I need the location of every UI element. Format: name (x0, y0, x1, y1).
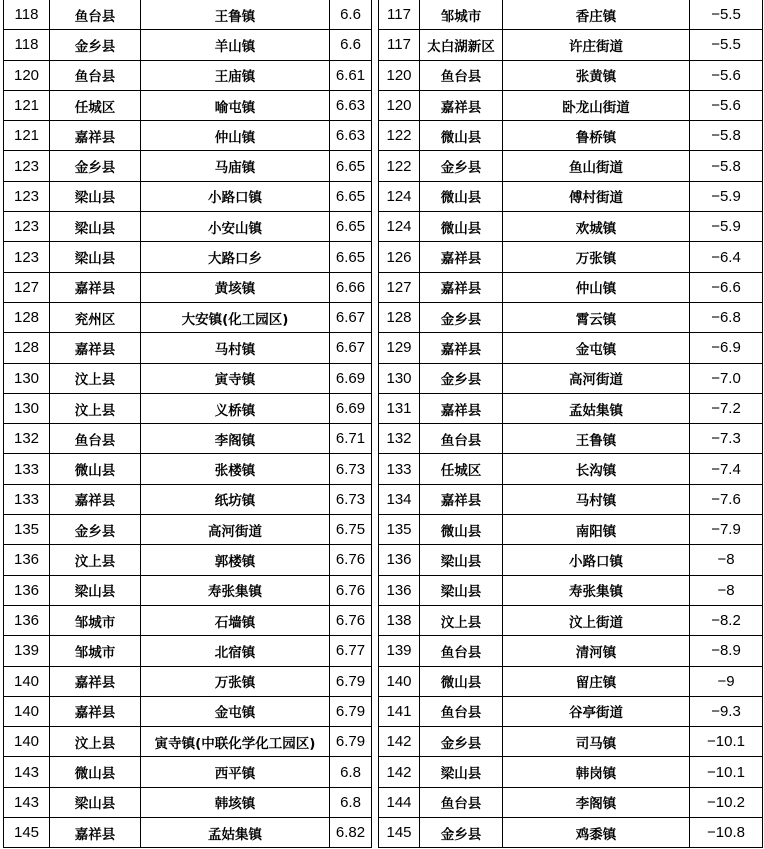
county-cell: 嘉祥县 (420, 242, 503, 272)
table-row (4, 454, 372, 484)
value-cell: −8.2 (690, 605, 763, 635)
town-cell: 香庄镇 (503, 0, 690, 30)
rank-cell: 120 (379, 60, 420, 90)
value-cell: −7.3 (690, 424, 763, 454)
town-cell: 南阳镇 (503, 515, 690, 545)
town-cell: 万张镇 (141, 666, 330, 696)
town-cell: 马庙镇 (141, 151, 330, 181)
town-cell: 长沟镇 (503, 454, 690, 484)
value-cell: 6.63 (330, 90, 372, 120)
rank-cell: 121 (4, 121, 50, 151)
table-row (4, 757, 372, 787)
rank-cell: 117 (379, 30, 420, 60)
county-cell: 微山县 (420, 212, 503, 242)
value-cell: 6.61 (330, 60, 372, 90)
table-row (379, 333, 763, 363)
county-cell: 嘉祥县 (420, 393, 503, 423)
table-row (379, 302, 763, 332)
town-cell: 傅村街道 (503, 181, 690, 211)
town-cell: 王鲁镇 (503, 424, 690, 454)
value-cell: 6.65 (330, 212, 372, 242)
town-cell: 羊山镇 (141, 30, 330, 60)
county-cell: 微山县 (420, 181, 503, 211)
rank-cell: 131 (379, 393, 420, 423)
rank-cell: 117 (379, 0, 420, 30)
rank-cell: 124 (379, 212, 420, 242)
town-cell: 张楼镇 (141, 454, 330, 484)
table-row (379, 212, 763, 242)
value-cell: 6.79 (330, 696, 372, 726)
county-cell: 汶上县 (50, 363, 141, 393)
rank-cell: 136 (4, 605, 50, 635)
rank-cell: 120 (4, 60, 50, 90)
rank-cell: 140 (4, 727, 50, 757)
rank-cell: 134 (379, 484, 420, 514)
rank-cell: 118 (4, 0, 50, 30)
table-row (379, 454, 763, 484)
town-cell: 鸡黍镇 (503, 818, 690, 848)
table-row (4, 272, 372, 302)
table-row (379, 90, 763, 120)
table-row (379, 575, 763, 605)
value-cell: 6.66 (330, 272, 372, 302)
table-row (379, 0, 763, 30)
town-cell: 大路口乡 (141, 242, 330, 272)
value-cell: 6.67 (330, 333, 372, 363)
town-cell: 鲁桥镇 (503, 121, 690, 151)
county-cell: 任城区 (50, 90, 141, 120)
table-row (4, 666, 372, 696)
value-cell: −5.5 (690, 30, 763, 60)
town-cell: 仲山镇 (503, 272, 690, 302)
value-cell: 6.6 (330, 30, 372, 60)
right-ranking-table (378, 0, 763, 848)
value-cell: −5.8 (690, 121, 763, 151)
county-cell: 鱼台县 (50, 424, 141, 454)
table-row (4, 90, 372, 120)
county-cell: 梁山县 (420, 575, 503, 605)
value-cell: −10.8 (690, 818, 763, 848)
table-row (379, 818, 763, 848)
county-cell: 鱼台县 (420, 636, 503, 666)
town-cell: 寿张集镇 (503, 575, 690, 605)
town-cell: 霄云镇 (503, 302, 690, 332)
rank-cell: 123 (4, 212, 50, 242)
value-cell: 6.75 (330, 515, 372, 545)
value-cell: −7.0 (690, 363, 763, 393)
rank-cell: 133 (4, 454, 50, 484)
town-cell: 黄垓镇 (141, 272, 330, 302)
value-cell: 6.76 (330, 575, 372, 605)
rank-cell: 139 (379, 636, 420, 666)
county-cell: 金乡县 (50, 30, 141, 60)
town-cell: 小安山镇 (141, 212, 330, 242)
county-cell: 嘉祥县 (50, 333, 141, 363)
town-cell: 小路口镇 (141, 181, 330, 211)
county-cell: 梁山县 (420, 545, 503, 575)
value-cell: 6.65 (330, 151, 372, 181)
table-row (4, 0, 372, 30)
rank-cell: 124 (379, 181, 420, 211)
town-cell: 孟姑集镇 (503, 393, 690, 423)
county-cell: 任城区 (420, 454, 503, 484)
rank-cell: 140 (4, 666, 50, 696)
value-cell: −7.6 (690, 484, 763, 514)
value-cell: 6.8 (330, 787, 372, 817)
rank-cell: 133 (379, 454, 420, 484)
value-cell: −5.6 (690, 60, 763, 90)
town-cell: 纸坊镇 (141, 484, 330, 514)
county-cell: 嘉祥县 (50, 121, 141, 151)
county-cell: 嘉祥县 (50, 696, 141, 726)
town-cell: 李阁镇 (503, 787, 690, 817)
town-cell: 金屯镇 (503, 333, 690, 363)
rank-cell: 127 (4, 272, 50, 302)
value-cell: 6.76 (330, 605, 372, 635)
table-row (379, 121, 763, 151)
table-row (4, 515, 372, 545)
rank-cell: 120 (379, 90, 420, 120)
town-cell: 许庄街道 (503, 30, 690, 60)
rank-cell: 139 (4, 636, 50, 666)
county-cell: 汶上县 (50, 393, 141, 423)
county-cell: 太白湖新区 (420, 30, 503, 60)
county-cell: 兖州区 (50, 302, 141, 332)
county-cell: 梁山县 (50, 787, 141, 817)
town-cell: 寅寺镇(中联化学化工园区) (141, 727, 330, 757)
town-cell: 金屯镇 (141, 696, 330, 726)
value-cell: −8 (690, 545, 763, 575)
value-cell: 6.63 (330, 121, 372, 151)
county-cell: 嘉祥县 (50, 484, 141, 514)
table-row (379, 757, 763, 787)
county-cell: 微山县 (50, 454, 141, 484)
value-cell: −10.1 (690, 757, 763, 787)
county-cell: 汶上县 (50, 545, 141, 575)
value-cell: 6.79 (330, 666, 372, 696)
county-cell: 金乡县 (50, 151, 141, 181)
rank-cell: 132 (4, 424, 50, 454)
value-cell: −10.2 (690, 787, 763, 817)
town-cell: 万张镇 (503, 242, 690, 272)
county-cell: 金乡县 (420, 727, 503, 757)
rank-cell: 136 (379, 575, 420, 605)
value-cell: −6.9 (690, 333, 763, 363)
county-cell: 金乡县 (420, 363, 503, 393)
town-cell: 大安镇(化工园区) (141, 302, 330, 332)
town-cell: 王庙镇 (141, 60, 330, 90)
county-cell: 梁山县 (420, 757, 503, 787)
table-row (4, 636, 372, 666)
table-row (379, 666, 763, 696)
value-cell: −5.6 (690, 90, 763, 120)
value-cell: −7.9 (690, 515, 763, 545)
rank-cell: 130 (379, 363, 420, 393)
rank-cell: 138 (379, 605, 420, 635)
county-cell: 鱼台县 (50, 60, 141, 90)
left-ranking-table (3, 0, 372, 848)
town-cell: 高河街道 (141, 515, 330, 545)
value-cell: 6.82 (330, 818, 372, 848)
table-row (4, 121, 372, 151)
table-row (4, 696, 372, 726)
value-cell: 6.67 (330, 302, 372, 332)
rank-cell: 136 (4, 575, 50, 605)
county-cell: 鱼台县 (420, 60, 503, 90)
county-cell: 嘉祥县 (50, 272, 141, 302)
county-cell: 微山县 (420, 666, 503, 696)
table-row (4, 727, 372, 757)
town-cell: 鱼山街道 (503, 151, 690, 181)
value-cell: −10.1 (690, 727, 763, 757)
rank-cell: 123 (4, 151, 50, 181)
value-cell: 6.65 (330, 242, 372, 272)
town-cell: 王鲁镇 (141, 0, 330, 30)
rank-cell: 141 (379, 696, 420, 726)
table-row (4, 212, 372, 242)
table-row (379, 363, 763, 393)
table-row (379, 60, 763, 90)
county-cell: 嘉祥县 (420, 272, 503, 302)
rank-cell: 142 (379, 757, 420, 787)
town-cell: 寅寺镇 (141, 363, 330, 393)
rank-cell: 145 (4, 818, 50, 848)
table-row (379, 727, 763, 757)
county-cell: 梁山县 (50, 575, 141, 605)
table-row (379, 30, 763, 60)
value-cell: 6.65 (330, 181, 372, 211)
county-cell: 微山县 (420, 121, 503, 151)
town-cell: 石墙镇 (141, 605, 330, 635)
table-row (379, 151, 763, 181)
rank-cell: 123 (4, 181, 50, 211)
value-cell: −5.9 (690, 181, 763, 211)
value-cell: −7.4 (690, 454, 763, 484)
county-cell: 嘉祥县 (50, 666, 141, 696)
town-cell: 西平镇 (141, 757, 330, 787)
county-cell: 嘉祥县 (420, 333, 503, 363)
ranking-tables (3, 0, 762, 845)
town-cell: 郭楼镇 (141, 545, 330, 575)
town-cell: 司马镇 (503, 727, 690, 757)
rank-cell: 143 (4, 787, 50, 817)
town-cell: 仲山镇 (141, 121, 330, 151)
table-row (379, 605, 763, 635)
table-row (379, 424, 763, 454)
value-cell: 6.71 (330, 424, 372, 454)
town-cell: 欢城镇 (503, 212, 690, 242)
table-row (4, 545, 372, 575)
rank-cell: 118 (4, 30, 50, 60)
rank-cell: 135 (379, 515, 420, 545)
county-cell: 嘉祥县 (420, 90, 503, 120)
rank-cell: 136 (4, 545, 50, 575)
table-row (4, 605, 372, 635)
table-row (379, 515, 763, 545)
rank-cell: 128 (4, 302, 50, 332)
table-row (4, 60, 372, 90)
value-cell: −6.8 (690, 302, 763, 332)
table-row (379, 636, 763, 666)
value-cell: 6.79 (330, 727, 372, 757)
county-cell: 邹城市 (420, 0, 503, 30)
rank-cell: 143 (4, 757, 50, 787)
value-cell: 6.77 (330, 636, 372, 666)
value-cell: 6.8 (330, 757, 372, 787)
table-row (4, 302, 372, 332)
value-cell: −8 (690, 575, 763, 605)
value-cell: −6.6 (690, 272, 763, 302)
town-cell: 韩垓镇 (141, 787, 330, 817)
town-cell: 汶上街道 (503, 605, 690, 635)
town-cell: 谷亭街道 (503, 696, 690, 726)
county-cell: 梁山县 (50, 212, 141, 242)
county-cell: 金乡县 (420, 302, 503, 332)
town-cell: 马村镇 (141, 333, 330, 363)
table-row (4, 363, 372, 393)
county-cell: 鱼台县 (420, 424, 503, 454)
table-row (4, 787, 372, 817)
rank-cell: 130 (4, 363, 50, 393)
rank-cell: 144 (379, 787, 420, 817)
value-cell: −5.8 (690, 151, 763, 181)
town-cell: 喻屯镇 (141, 90, 330, 120)
table-row (4, 181, 372, 211)
value-cell: 6.6 (330, 0, 372, 30)
value-cell: −9 (690, 666, 763, 696)
county-cell: 邹城市 (50, 605, 141, 635)
value-cell: 6.73 (330, 484, 372, 514)
rank-cell: 126 (379, 242, 420, 272)
table-row (379, 696, 763, 726)
table-row (379, 393, 763, 423)
county-cell: 金乡县 (50, 515, 141, 545)
town-cell: 韩岗镇 (503, 757, 690, 787)
table-row (4, 242, 372, 272)
county-cell: 汶上县 (420, 605, 503, 635)
rank-cell: 122 (379, 151, 420, 181)
town-cell: 清河镇 (503, 636, 690, 666)
rank-cell: 122 (379, 121, 420, 151)
rank-cell: 121 (4, 90, 50, 120)
rank-cell: 129 (379, 333, 420, 363)
table-row (379, 545, 763, 575)
rank-cell: 142 (379, 727, 420, 757)
value-cell: −6.4 (690, 242, 763, 272)
rank-cell: 123 (4, 242, 50, 272)
town-cell: 留庄镇 (503, 666, 690, 696)
town-cell: 张黄镇 (503, 60, 690, 90)
county-cell: 汶上县 (50, 727, 141, 757)
table-row (4, 393, 372, 423)
county-cell: 鱼台县 (50, 0, 141, 30)
county-cell: 嘉祥县 (420, 484, 503, 514)
rank-cell: 145 (379, 818, 420, 848)
rank-cell: 127 (379, 272, 420, 302)
table-row (379, 242, 763, 272)
county-cell: 梁山县 (50, 242, 141, 272)
value-cell: 6.73 (330, 454, 372, 484)
town-cell: 孟姑集镇 (141, 818, 330, 848)
town-cell: 北宿镇 (141, 636, 330, 666)
county-cell: 微山县 (420, 515, 503, 545)
rank-cell: 140 (4, 696, 50, 726)
rank-cell: 132 (379, 424, 420, 454)
rank-cell: 128 (379, 302, 420, 332)
table-row (379, 181, 763, 211)
town-cell: 义桥镇 (141, 393, 330, 423)
town-cell: 小路口镇 (503, 545, 690, 575)
value-cell: 6.69 (330, 363, 372, 393)
table-row (4, 484, 372, 514)
table-row (4, 424, 372, 454)
table-row (4, 333, 372, 363)
county-cell: 金乡县 (420, 818, 503, 848)
county-cell: 梁山县 (50, 181, 141, 211)
value-cell: −5.9 (690, 212, 763, 242)
value-cell: −7.2 (690, 393, 763, 423)
value-cell: 6.76 (330, 545, 372, 575)
rank-cell: 135 (4, 515, 50, 545)
value-cell: 6.69 (330, 393, 372, 423)
rank-cell: 136 (379, 545, 420, 575)
county-cell: 金乡县 (420, 151, 503, 181)
town-cell: 李阁镇 (141, 424, 330, 454)
table-row (4, 575, 372, 605)
county-cell: 微山县 (50, 757, 141, 787)
county-cell: 鱼台县 (420, 787, 503, 817)
table-row (4, 30, 372, 60)
table-row (379, 787, 763, 817)
rank-cell: 140 (379, 666, 420, 696)
table-row (379, 484, 763, 514)
value-cell: −5.5 (690, 0, 763, 30)
county-cell: 邹城市 (50, 636, 141, 666)
town-cell: 卧龙山街道 (503, 90, 690, 120)
rank-cell: 130 (4, 393, 50, 423)
county-cell: 嘉祥县 (50, 818, 141, 848)
rank-cell: 128 (4, 333, 50, 363)
town-cell: 马村镇 (503, 484, 690, 514)
town-cell: 寿张集镇 (141, 575, 330, 605)
value-cell: −8.9 (690, 636, 763, 666)
table-row (4, 151, 372, 181)
value-cell: −9.3 (690, 696, 763, 726)
county-cell: 鱼台县 (420, 696, 503, 726)
town-cell: 高河街道 (503, 363, 690, 393)
table-row (379, 272, 763, 302)
rank-cell: 133 (4, 484, 50, 514)
table-row (4, 818, 372, 848)
